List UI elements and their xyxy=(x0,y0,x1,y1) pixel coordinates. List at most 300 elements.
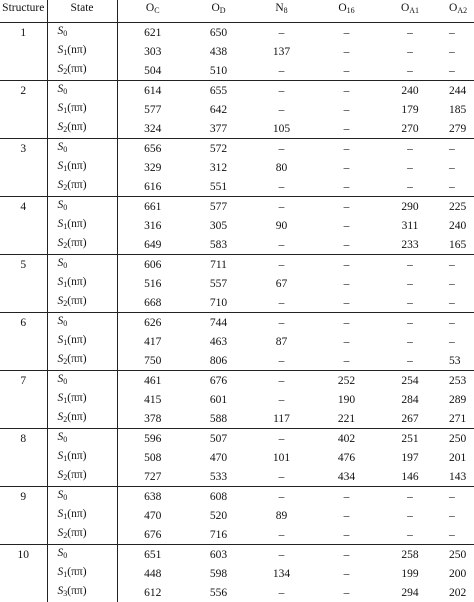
state-suffix: (nπ) xyxy=(67,121,86,133)
state-subscript: 1 xyxy=(63,396,67,405)
cell-oa2: – xyxy=(441,42,474,61)
cell-oc: 676 xyxy=(117,525,188,545)
cell-oa2: – xyxy=(441,274,474,293)
cell-structure: 7 xyxy=(0,371,47,391)
cell-n8: 89 xyxy=(249,506,314,525)
header-o16-sub: 16 xyxy=(347,6,355,15)
cell-od: 598 xyxy=(188,564,249,583)
cell-oa2: – xyxy=(441,177,474,197)
cell-oa2: – xyxy=(441,332,474,351)
cell-od: 533 xyxy=(188,467,249,487)
state-subscript: 1 xyxy=(63,48,67,57)
state-subscript: 0 xyxy=(63,493,67,502)
state-subscript: 2 xyxy=(63,125,67,134)
state-symbol: S xyxy=(58,527,64,539)
state-symbol: S xyxy=(58,63,64,75)
header-od-sub: D xyxy=(220,6,226,15)
state-symbol: S xyxy=(58,469,64,481)
cell-od: 470 xyxy=(188,448,249,467)
state-subscript: 0 xyxy=(63,203,67,212)
cell-n8: – xyxy=(249,197,314,217)
state-suffix: (ππ) xyxy=(67,237,86,249)
cell-oa2: 53 xyxy=(441,351,474,371)
cell-structure xyxy=(0,61,47,81)
header-row xyxy=(0,0,474,23)
cell-o16: – xyxy=(314,545,379,565)
cell-state xyxy=(47,255,117,275)
cell-oa2: 202 xyxy=(441,583,474,602)
cell-oa1: 290 xyxy=(379,197,441,217)
table-row xyxy=(0,313,474,333)
cell-oc: 651 xyxy=(117,545,188,565)
state-symbol: S xyxy=(58,102,64,114)
cell-oa1: 179 xyxy=(379,100,441,119)
cell-od: 572 xyxy=(188,139,249,159)
cell-o16: 402 xyxy=(314,429,379,449)
state-symbol: S xyxy=(58,392,64,404)
cell-od: 603 xyxy=(188,545,249,565)
cell-structure xyxy=(0,332,47,351)
cell-n8: 80 xyxy=(249,158,314,177)
cell-oc: 417 xyxy=(117,332,188,351)
state-suffix: (nπ) xyxy=(67,160,86,172)
state-subscript: 2 xyxy=(63,67,67,76)
cell-od: 438 xyxy=(188,42,249,61)
cell-oa1: – xyxy=(379,255,441,275)
header-oa2 xyxy=(441,0,474,23)
state-suffix: (ππ) xyxy=(67,179,86,191)
cell-oa1: – xyxy=(379,139,441,159)
cell-oc: 668 xyxy=(117,293,188,313)
cell-n8: – xyxy=(249,525,314,545)
state-suffix: (ππ) xyxy=(67,353,86,365)
cell-state xyxy=(47,100,117,119)
cell-state xyxy=(47,506,117,525)
state-suffix: (nπ) xyxy=(67,450,86,462)
cell-oa2: 253 xyxy=(441,371,474,391)
cell-state xyxy=(47,351,117,371)
state-suffix: (nπ) xyxy=(67,276,86,288)
cell-n8: – xyxy=(249,81,314,101)
cell-od: 676 xyxy=(188,371,249,391)
cell-structure xyxy=(0,293,47,313)
table-row xyxy=(0,100,474,119)
cell-o16: – xyxy=(314,139,379,159)
state-subscript: 1 xyxy=(63,280,67,289)
state-subscript: 2 xyxy=(63,241,67,250)
cell-oc: 461 xyxy=(117,371,188,391)
cell-od: 710 xyxy=(188,293,249,313)
cell-oc: 324 xyxy=(117,119,188,139)
cell-n8: – xyxy=(249,235,314,255)
state-symbol: S xyxy=(58,585,64,597)
header-oa1 xyxy=(379,0,441,23)
table-row xyxy=(0,197,474,217)
cell-od: 510 xyxy=(188,61,249,81)
cell-structure xyxy=(0,564,47,583)
cell-n8: – xyxy=(249,100,314,119)
table-row xyxy=(0,293,474,313)
cell-od: 551 xyxy=(188,177,249,197)
cell-structure xyxy=(0,177,47,197)
cell-state xyxy=(47,545,117,565)
state-subscript: 2 xyxy=(63,531,67,540)
table-row xyxy=(0,23,474,43)
cell-o16: – xyxy=(314,564,379,583)
table-row xyxy=(0,390,474,409)
table-row xyxy=(0,545,474,565)
cell-structure xyxy=(0,390,47,409)
cell-structure xyxy=(0,274,47,293)
cell-o16: – xyxy=(314,235,379,255)
cell-state xyxy=(47,119,117,139)
table-row xyxy=(0,235,474,255)
state-symbol: S xyxy=(58,411,64,423)
cell-n8: – xyxy=(249,390,314,409)
header-od-label: O xyxy=(211,2,219,14)
cell-oa2: 165 xyxy=(441,235,474,255)
cell-oa1: 267 xyxy=(379,409,441,429)
table-row xyxy=(0,119,474,139)
state-subscript: 0 xyxy=(63,435,67,444)
state-symbol: S xyxy=(58,276,64,288)
state-suffix: (ππ) xyxy=(67,392,86,404)
cell-oa2: 289 xyxy=(441,390,474,409)
table-row xyxy=(0,429,474,449)
cell-n8: – xyxy=(249,467,314,487)
cell-oc: 656 xyxy=(117,139,188,159)
cell-oc: 316 xyxy=(117,216,188,235)
cell-oa1: – xyxy=(379,525,441,545)
cell-oc: 638 xyxy=(117,487,188,507)
cell-oc: 649 xyxy=(117,235,188,255)
table-row xyxy=(0,139,474,159)
cell-oa1: 233 xyxy=(379,235,441,255)
cell-oa2: – xyxy=(441,23,474,43)
cell-oa1: 311 xyxy=(379,216,441,235)
cell-state xyxy=(47,158,117,177)
state-subscript: 0 xyxy=(63,29,67,38)
state-subscript: 0 xyxy=(63,551,67,560)
state-subscript: 0 xyxy=(63,319,67,328)
cell-o16: – xyxy=(314,216,379,235)
cell-o16: – xyxy=(314,313,379,333)
table-row xyxy=(0,61,474,81)
state-subscript: 2 xyxy=(63,299,67,308)
cell-o16: – xyxy=(314,177,379,197)
table-row xyxy=(0,564,474,583)
cell-oa2: – xyxy=(441,293,474,313)
state-subscript: 2 xyxy=(63,183,67,192)
cell-oa2: – xyxy=(441,525,474,545)
cell-state xyxy=(47,313,117,333)
table-row xyxy=(0,351,474,371)
table-row xyxy=(0,81,474,101)
state-symbol: S xyxy=(58,295,64,307)
cell-state xyxy=(47,42,117,61)
cell-oa2: – xyxy=(441,139,474,159)
cell-oa2: 279 xyxy=(441,119,474,139)
header-oc-label: O xyxy=(146,2,154,14)
cell-state xyxy=(47,448,117,467)
cell-n8: 105 xyxy=(249,119,314,139)
cell-structure: 8 xyxy=(0,429,47,449)
cell-structure: 5 xyxy=(0,255,47,275)
cell-n8: – xyxy=(249,487,314,507)
cell-od: 557 xyxy=(188,274,249,293)
cell-n8: 134 xyxy=(249,564,314,583)
cell-n8: – xyxy=(249,429,314,449)
cell-state xyxy=(47,332,117,351)
cell-state xyxy=(47,467,117,487)
cell-n8: 87 xyxy=(249,332,314,351)
cell-structure xyxy=(0,583,47,602)
cell-oc: 508 xyxy=(117,448,188,467)
cell-oa1: – xyxy=(379,293,441,313)
cell-oa2: – xyxy=(441,506,474,525)
cell-state xyxy=(47,429,117,449)
cell-state xyxy=(47,23,117,43)
state-subscript: 2 xyxy=(63,473,67,482)
cell-state xyxy=(47,564,117,583)
cell-od: 650 xyxy=(188,23,249,43)
state-suffix: (nπ) xyxy=(67,334,86,346)
cell-structure xyxy=(0,216,47,235)
cell-oa1: 251 xyxy=(379,429,441,449)
header-state xyxy=(47,0,117,23)
state-suffix: (ππ) xyxy=(67,102,86,114)
table-row xyxy=(0,583,474,602)
cell-n8: – xyxy=(249,313,314,333)
cell-od: 520 xyxy=(188,506,249,525)
cell-oc: 621 xyxy=(117,23,188,43)
cell-oc: 626 xyxy=(117,313,188,333)
cell-state xyxy=(47,390,117,409)
state-symbol: S xyxy=(58,141,64,153)
cell-structure xyxy=(0,467,47,487)
state-symbol: S xyxy=(58,83,64,95)
state-symbol: S xyxy=(58,257,64,269)
table-row xyxy=(0,255,474,275)
cell-o16: 221 xyxy=(314,409,379,429)
cell-oc: 516 xyxy=(117,274,188,293)
cell-n8: – xyxy=(249,293,314,313)
cell-oa1: – xyxy=(379,61,441,81)
state-suffix: (nπ) xyxy=(67,411,86,423)
state-subscript: 0 xyxy=(63,87,67,96)
cell-oc: 448 xyxy=(117,564,188,583)
state-subscript: 2 xyxy=(63,357,67,366)
cell-od: 806 xyxy=(188,351,249,371)
cell-oa2: 271 xyxy=(441,409,474,429)
cell-state xyxy=(47,235,117,255)
cell-oa2: 185 xyxy=(441,100,474,119)
table-row xyxy=(0,371,474,391)
state-symbol: S xyxy=(58,237,64,249)
table-row xyxy=(0,525,474,545)
header-n8-sub: 8 xyxy=(284,6,288,15)
state-symbol: S xyxy=(58,566,64,578)
cell-o16: – xyxy=(314,332,379,351)
cell-od: 588 xyxy=(188,409,249,429)
cell-oc: 577 xyxy=(117,100,188,119)
cell-oa1: – xyxy=(379,158,441,177)
cell-o16: – xyxy=(314,583,379,602)
cell-structure: 4 xyxy=(0,197,47,217)
table-row xyxy=(0,216,474,235)
header-structure-label: Structure xyxy=(2,2,44,14)
cell-o16: – xyxy=(314,506,379,525)
cell-state xyxy=(47,409,117,429)
state-symbol: S xyxy=(58,25,64,37)
cell-n8: – xyxy=(249,23,314,43)
cell-state xyxy=(47,371,117,391)
table-row xyxy=(0,448,474,467)
cell-oa2: 244 xyxy=(441,81,474,101)
cell-od: 556 xyxy=(188,583,249,602)
cell-od: 642 xyxy=(188,100,249,119)
cell-oa2: 250 xyxy=(441,545,474,565)
cell-o16: 434 xyxy=(314,467,379,487)
state-symbol: S xyxy=(58,431,64,443)
cell-oa2: 200 xyxy=(441,564,474,583)
cell-state xyxy=(47,177,117,197)
cell-n8: – xyxy=(249,177,314,197)
cell-state xyxy=(47,583,117,602)
cell-state xyxy=(47,487,117,507)
state-subscript: 1 xyxy=(63,106,67,115)
cell-oa2: – xyxy=(441,255,474,275)
cell-od: 463 xyxy=(188,332,249,351)
cell-oc: 596 xyxy=(117,429,188,449)
cell-n8: 137 xyxy=(249,42,314,61)
state-subscript: 1 xyxy=(63,570,67,579)
cell-state xyxy=(47,293,117,313)
cell-o16: – xyxy=(314,487,379,507)
cell-od: 716 xyxy=(188,525,249,545)
cell-state xyxy=(47,81,117,101)
cell-o16: 252 xyxy=(314,371,379,391)
cell-o16: – xyxy=(314,42,379,61)
cell-oa1: – xyxy=(379,42,441,61)
cell-o16: – xyxy=(314,81,379,101)
state-subscript: 1 xyxy=(63,512,67,521)
cell-oa1: – xyxy=(379,274,441,293)
state-subscript: 2 xyxy=(63,415,67,424)
cell-oa2: – xyxy=(441,487,474,507)
state-subscript: 3 xyxy=(63,589,67,598)
table-row xyxy=(0,506,474,525)
header-oa1-label: O xyxy=(401,2,409,14)
header-oa1-sub: A1 xyxy=(409,6,419,15)
cell-structure xyxy=(0,525,47,545)
cell-n8: – xyxy=(249,545,314,565)
cell-structure: 9 xyxy=(0,487,47,507)
state-symbol: S xyxy=(58,199,64,211)
cell-od: 583 xyxy=(188,235,249,255)
state-symbol: S xyxy=(58,218,64,230)
cell-structure xyxy=(0,448,47,467)
state-symbol: S xyxy=(58,315,64,327)
cell-od: 577 xyxy=(188,197,249,217)
state-subscript: 0 xyxy=(63,377,67,386)
cell-oc: 329 xyxy=(117,158,188,177)
table-row xyxy=(0,487,474,507)
header-oa2-label: O xyxy=(449,2,457,14)
header-oc-sub: C xyxy=(154,6,159,15)
cell-n8: – xyxy=(249,583,314,602)
cell-oa2: – xyxy=(441,158,474,177)
cell-n8: 90 xyxy=(249,216,314,235)
cell-o16: – xyxy=(314,255,379,275)
cell-oc: 612 xyxy=(117,583,188,602)
state-suffix: (nπ) xyxy=(67,44,86,56)
cell-oa2: 225 xyxy=(441,197,474,217)
cell-oc: 606 xyxy=(117,255,188,275)
cell-oc: 504 xyxy=(117,61,188,81)
cell-structure xyxy=(0,409,47,429)
header-structure xyxy=(0,0,47,23)
state-symbol: S xyxy=(58,450,64,462)
state-symbol: S xyxy=(58,547,64,559)
cell-o16: – xyxy=(314,61,379,81)
cell-od: 711 xyxy=(188,255,249,275)
cell-state xyxy=(47,274,117,293)
cell-oc: 415 xyxy=(117,390,188,409)
cell-n8: – xyxy=(249,371,314,391)
state-suffix: (ππ) xyxy=(67,295,86,307)
cell-oa1: 240 xyxy=(379,81,441,101)
state-suffix: (nπ) xyxy=(67,218,86,230)
state-suffix: (ππ) xyxy=(67,566,86,578)
header-oc xyxy=(117,0,188,23)
cell-oa1: 254 xyxy=(379,371,441,391)
cell-structure xyxy=(0,235,47,255)
state-subscript: 0 xyxy=(63,261,67,270)
cell-o16: – xyxy=(314,274,379,293)
cell-oa2: – xyxy=(441,61,474,81)
cell-n8: 101 xyxy=(249,448,314,467)
cell-oa1: – xyxy=(379,23,441,43)
state-suffix: (ππ) xyxy=(67,585,86,597)
cell-structure: 3 xyxy=(0,139,47,159)
cell-n8: 67 xyxy=(249,274,314,293)
cell-od: 312 xyxy=(188,158,249,177)
cell-oa1: 197 xyxy=(379,448,441,467)
cell-oc: 470 xyxy=(117,506,188,525)
cell-oa2: – xyxy=(441,313,474,333)
state-subscript: 1 xyxy=(63,164,67,173)
cell-o16: – xyxy=(314,23,379,43)
cell-oa2: 143 xyxy=(441,467,474,487)
cell-state xyxy=(47,139,117,159)
state-symbol: S xyxy=(58,353,64,365)
cell-n8: – xyxy=(249,255,314,275)
cell-n8: – xyxy=(249,61,314,81)
cell-structure: 2 xyxy=(0,81,47,101)
table-row xyxy=(0,409,474,429)
cell-oc: 616 xyxy=(117,177,188,197)
cell-oa1: 146 xyxy=(379,467,441,487)
table-row xyxy=(0,274,474,293)
cell-od: 377 xyxy=(188,119,249,139)
cell-oc: 727 xyxy=(117,467,188,487)
cell-oa1: 284 xyxy=(379,390,441,409)
cell-oc: 303 xyxy=(117,42,188,61)
cell-oc: 614 xyxy=(117,81,188,101)
cell-o16: – xyxy=(314,158,379,177)
cell-n8: – xyxy=(249,351,314,371)
